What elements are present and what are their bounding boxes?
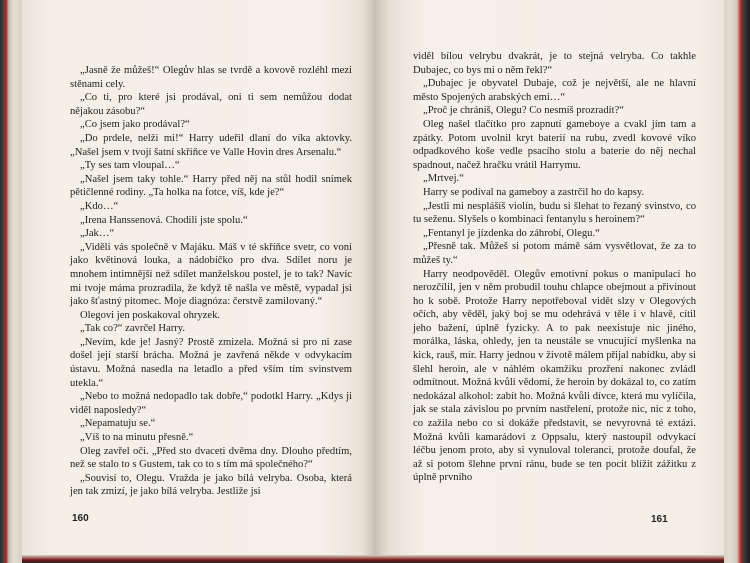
paragraph: „Dubajec je obyvatel Dubaje, což je největší, ale ne hlavní město Spojených arabských emi…“ xyxy=(413,78,696,103)
paragraph: Oleg zavřel oči. „Před sto dvaceti dvěma dny. Dlouho předtím, než se stalo to s Gustem, tak co to s tím má společného?“ xyxy=(70,445,352,471)
paragraph: „Kdo…“ xyxy=(80,200,119,212)
paragraph: „Do prdele, nelži mi!“ Harry udeřil dlaní do víka aktovky. „Našel jsem v tvojí šatní skříňce ve Valle Hovin dres Arsenalu.“ xyxy=(70,132,352,158)
paragraph: „Jak…“ xyxy=(80,228,115,240)
paragraph: „Přesně tak. Můžeš si potom mámě sám vysvětlovat, že za to můžeš ty.“ xyxy=(413,241,696,266)
paragraph: „Tak co?“ zavrčel Harry. xyxy=(80,323,186,335)
paragraph: „Jestli mi nesplášíš violín, budu si šlehat to řezaný svinstvo, co tu seženu. Slyšels o kombinaci fentanylu s heroinem?“ xyxy=(413,200,696,226)
book-page-edges-right xyxy=(724,0,750,563)
book-bottom-edge xyxy=(22,555,724,563)
left-page-text xyxy=(70,64,352,499)
paragraph: „Souvisí to, Olegu. Vražda je jako bílá velryba. Osoba, která jen tak zmizí, je jako bílá velryba. Jestliže jsi xyxy=(70,472,352,498)
paragraph: viděl bílou velrybu dvakrát, je to stejná velryba. Co takhle Dubajec, co bys mi o něm řekl?“ xyxy=(413,51,696,76)
paragraph: „Co jsem jako prodával?“ xyxy=(80,119,190,131)
paragraph: Harry se podíval na gameboy a zastrčil ho do kapsy. xyxy=(423,186,645,198)
paragraph: „Ty ses tam vloupal…“ xyxy=(80,160,180,172)
book-page-edges-left xyxy=(0,0,22,563)
paragraph: „Irena Hanssenová. Chodili jste spolu.“ xyxy=(80,214,248,226)
left-page xyxy=(22,0,375,555)
paragraph: „Fentanyl je jízdenka do záhrobí, Olegu.“ xyxy=(423,227,600,239)
paragraph: „Víš to na minutu přesně.“ xyxy=(80,432,194,444)
paragraph: „Co ti, pro které jsi prodával, oni ti sem nemůžou dodat nějakou zásobu?“ xyxy=(70,92,352,117)
paragraph: „Jasně že můžeš!“ Olegův hlas se tvrdě a kovově rozléhl mezi stěnami cely. xyxy=(70,65,352,90)
right-page-number: 161 xyxy=(651,514,668,525)
paragraph: „Proč je chráníš, Olegu? Co nesmíš prozradit?“ xyxy=(423,105,624,117)
paragraph: „Mrtvej.“ xyxy=(423,173,464,185)
right-page xyxy=(375,0,724,555)
paragraph: „Nevím, kde je! Jasný? Prostě zmizela. Možná si pro ni zase došel její starší brácha. Možná je zavřená někde v odvykacím ústavu. Možná nasedla na letadlo a před vším tím svinstvem utekla.“ xyxy=(70,336,352,389)
paragraph: „Našel jsem taky tohle.“ Harry před něj na stůl hodil snímek pětičlenné rodiny. „Ta holka na fotce, víš, kde je?“ xyxy=(70,173,352,199)
paragraph: „Viděli vás společně v Majáku. Máš v té skříňce svetr, co voní jako květinová louka, a nádobíčko pro dva. Sdílet noru je mnohem intimnější než sdílet manželskou postel, je to tak? Navíc mi tvoje máma prozradila, že když tě našla ve městě, vypadal jsi jako šťastný pitomec. Moje diagnóza: čerstvě zamilovaný.“ xyxy=(70,241,352,308)
paragraph: Harry neodpověděl. Olegův emotivní pokus o manipulaci ho nerozčílil, jen v něm probudil touhu chlapce obejmout a přivinout ho k sobě. Protože Harry nepotřeboval vidět slzy v Olegových očích, aby věděl, jaký boj se mu odehrává v těle i v hlavě, cítil jeho bažení, úplně fyzicky. A to pak neexistuje nic jiného, morálka, láska, ohledy, jen ta neustále se vnucující myšlenka na kick, rauš, mír. Harry jednou v životě málem přijal nabídku, aby si šlehl heroin, ale v náhlém okamžiku prozření nakonec zvládl odmítnout. Možná kvůli vědomí, že heroin by dokázal to, co zatím nedokázal alkohol: zabít ho. Možná kvůli dívce, která mu vylíčila, jak se stala závislou po prvním nastřelení, protože nic, nic z toho, co zažila nebo co si dokáže představit, se nevyrovná té extázi. Možná kvůli kamarádovi z Oppsalu, který nastoupil odvykací léčbu jenom proto, aby si vynuloval toleranci, protože doufal, že až si potom šlehne první ránu, bude se ten pocit blížit zážitku z úplně prvního xyxy=(413,268,696,484)
paragraph: Olegovi jen poskakoval ohryzek. xyxy=(80,309,221,321)
paragraph: Oleg našel tlačítko pro zapnutí gameboye a cvakl jím tam a zpátky. Potom uvolnil kryt baterií na rubu, zvedl kovové víko odpadkového koše vedle psacího stolu a baterie do něj nechal spadnout, načež hračku vrátil Harrymu. xyxy=(413,118,696,171)
right-page-text xyxy=(413,50,696,485)
left-page-number: 160 xyxy=(72,513,89,524)
paragraph: „Nebo to možná nedopadlo tak dobře,“ podotkl Harry. „Kdys ji viděl naposledy?“ xyxy=(70,391,352,416)
paragraph: „Nepamatuju se.“ xyxy=(80,418,156,430)
